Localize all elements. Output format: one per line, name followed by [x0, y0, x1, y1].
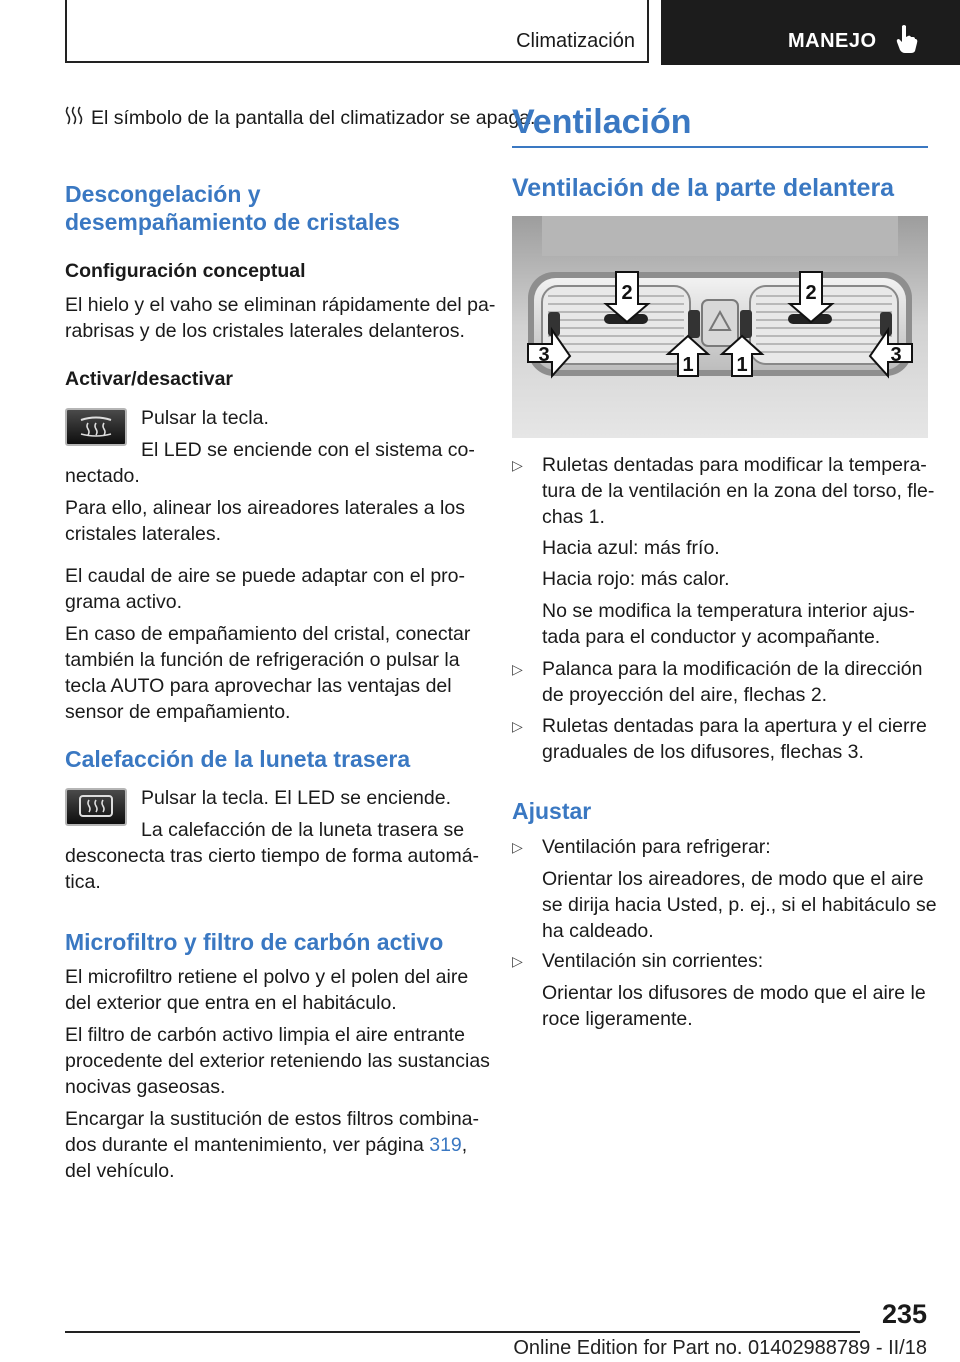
bullet4-desc-2: se dirija hacia Usted, p. ej., si el habitáculo se: [542, 894, 937, 916]
symbol-sentence: El símbolo de la pantalla del climatizador se apaga.: [91, 107, 536, 129]
bullet2-line-2: de proyección del aire, flechas 2.: [542, 684, 828, 706]
heading-defrost-line1: Descongelación y: [65, 181, 261, 207]
filter-line-1: El microfiltro retiene el polvo y el polen del aire: [65, 966, 469, 988]
bullet-icon: ▷: [512, 718, 523, 734]
bullet-icon: ▷: [512, 661, 523, 677]
concept-line-1: El hielo y el vaho se eliminan rápidamente del pa‐: [65, 294, 496, 316]
carbon-line-2: procedente del exterior reteniendo las sustancias: [65, 1050, 490, 1072]
led-line-1: El LED se enciende con el sistema co‐: [141, 439, 475, 461]
heading-underline: [512, 146, 928, 148]
align-line-1: Para ello, alinear los aireadores laterales a los: [65, 497, 465, 519]
fog-line-2: también la función de refrigeración o pulsar la: [65, 649, 460, 671]
page-number: 235: [881, 1299, 927, 1329]
chapter-title: Climatización: [516, 30, 635, 52]
rear-line-1: La calefacción de la luneta trasera se: [141, 819, 465, 841]
fog-line-3: tecla AUTO para aprovechar las ventajas del: [65, 675, 452, 697]
pointing-hand-icon: [896, 24, 918, 54]
figure-label-2-right: 2: [805, 282, 817, 304]
rear-line-2: desconecta tras cierto tiempo de forma automá‐: [65, 845, 480, 867]
header-chapter-box: [65, 0, 649, 63]
rear-defrost-key-button[interactable]: [65, 788, 127, 826]
replace-line-3: del vehículo.: [65, 1160, 175, 1182]
rear-press-text: Pulsar la tecla. El LED se enciende.: [141, 787, 452, 809]
bullet-icon: ▷: [512, 839, 523, 855]
bullet4-line: Ventilación para refrigerar:: [542, 836, 771, 858]
bullet2-line-1: Palanca para la modificación de la dirección: [542, 658, 923, 680]
heading-ventilation: Ventilación: [512, 103, 692, 141]
defrost-symbol-icon: [65, 106, 83, 126]
figure-label-2-left: 2: [621, 282, 633, 304]
heading-adjust: Ajustar: [512, 798, 592, 824]
bullet5-line: Ventilación sin corrientes:: [542, 950, 764, 972]
figure-label-1-right: 1: [736, 354, 748, 376]
replace-line-2: [65, 1132, 467, 1158]
bullet1-line-1: Ruletas dentadas para modificar la tempera‐: [542, 454, 927, 476]
bullet1-line-3: chas 1.: [542, 506, 605, 528]
heading-filter: Microfiltro y filtro de carbón activo: [65, 929, 444, 955]
section-title: MANEJO: [788, 30, 877, 52]
replace-line-1: Encargar la sustitución de estos filtros combina‐: [65, 1108, 480, 1130]
bullet1-note-1: No se modifica la temperatura interior ajus‐: [542, 600, 915, 622]
bullet3-line-2: graduales de los difusores, flechas 3.: [542, 741, 864, 763]
bullet-icon: ▷: [512, 457, 523, 473]
bullet1-note-2: tada para el conductor y acompañante.: [542, 626, 881, 648]
edition-text: Online Edition for Part no. 01402988789 - II/18: [513, 1337, 927, 1359]
bullet5-desc-2: roce ligeramente.: [542, 1008, 693, 1030]
align-line-2: cristales laterales.: [65, 523, 222, 545]
replace-comma: ,: [461, 1134, 468, 1156]
fog-line-4: sensor de empañamiento.: [65, 701, 291, 723]
page-reference-link[interactable]: 319: [429, 1134, 462, 1156]
press-key-text: Pulsar la tecla.: [141, 407, 269, 429]
filter-line-2: del exterior que entra en el habitáculo.: [65, 992, 397, 1014]
rear-window-defrost-icon: [67, 790, 125, 824]
windshield-defrost-icon: [67, 410, 125, 444]
rear-line-3: tica.: [65, 871, 101, 893]
bullet4-desc-3: ha caldeado.: [542, 920, 654, 942]
figure-label-1-left: 1: [682, 354, 694, 376]
air-vents-figure: [512, 216, 928, 438]
concept-line-2: rabrisas y de los cristales laterales delanteros.: [65, 320, 465, 342]
heading-rear-window: Calefacción de la luneta trasera: [65, 746, 411, 772]
carbon-line-3: nocivas gaseosas.: [65, 1076, 226, 1098]
bullet3-line-1: Ruletas dentadas para la apertura y el cierre: [542, 715, 927, 737]
bullet1-red: Hacia rojo: más calor.: [542, 568, 730, 590]
carbon-line-1: El filtro de carbón activo limpia el aire entrante: [65, 1024, 465, 1046]
bullet1-line-2: tura de la ventilación en la zona del torso, fle‐: [542, 480, 935, 502]
heading-front-ventilation: Ventilación de la parte delantera: [512, 174, 895, 202]
defrost-key-button[interactable]: [65, 408, 127, 446]
flow-line-2: grama activo.: [65, 591, 183, 613]
footer-rule: [65, 1331, 860, 1333]
flow-line-1: El caudal de aire se puede adaptar con el pro‐: [65, 565, 466, 587]
figure-label-3-left: 3: [538, 344, 550, 366]
bullet5-desc-1: Orientar los difusores de modo que el aire le: [542, 982, 926, 1004]
header-section-tab[interactable]: [661, 0, 960, 65]
bullet4-desc-1: Orientar los aireadores, de modo que el aire: [542, 868, 924, 890]
replace-text: dos durante el mantenimiento, ver página: [65, 1134, 430, 1156]
symbol-text-1: [91, 105, 535, 131]
bullet1-blue: Hacia azul: más frío.: [542, 537, 720, 559]
subheading-concept: Configuración conceptual: [65, 260, 306, 282]
subheading-activate: Activar/desactivar: [65, 368, 234, 390]
heading-defrost-line2: desempañamiento de cristales: [65, 209, 400, 235]
fog-line-1: En caso de empañamiento del cristal, conectar: [65, 623, 471, 645]
figure-label-3-right: 3: [890, 344, 902, 366]
bullet-icon: ▷: [512, 953, 523, 969]
led-line-2: nectado.: [65, 465, 140, 487]
